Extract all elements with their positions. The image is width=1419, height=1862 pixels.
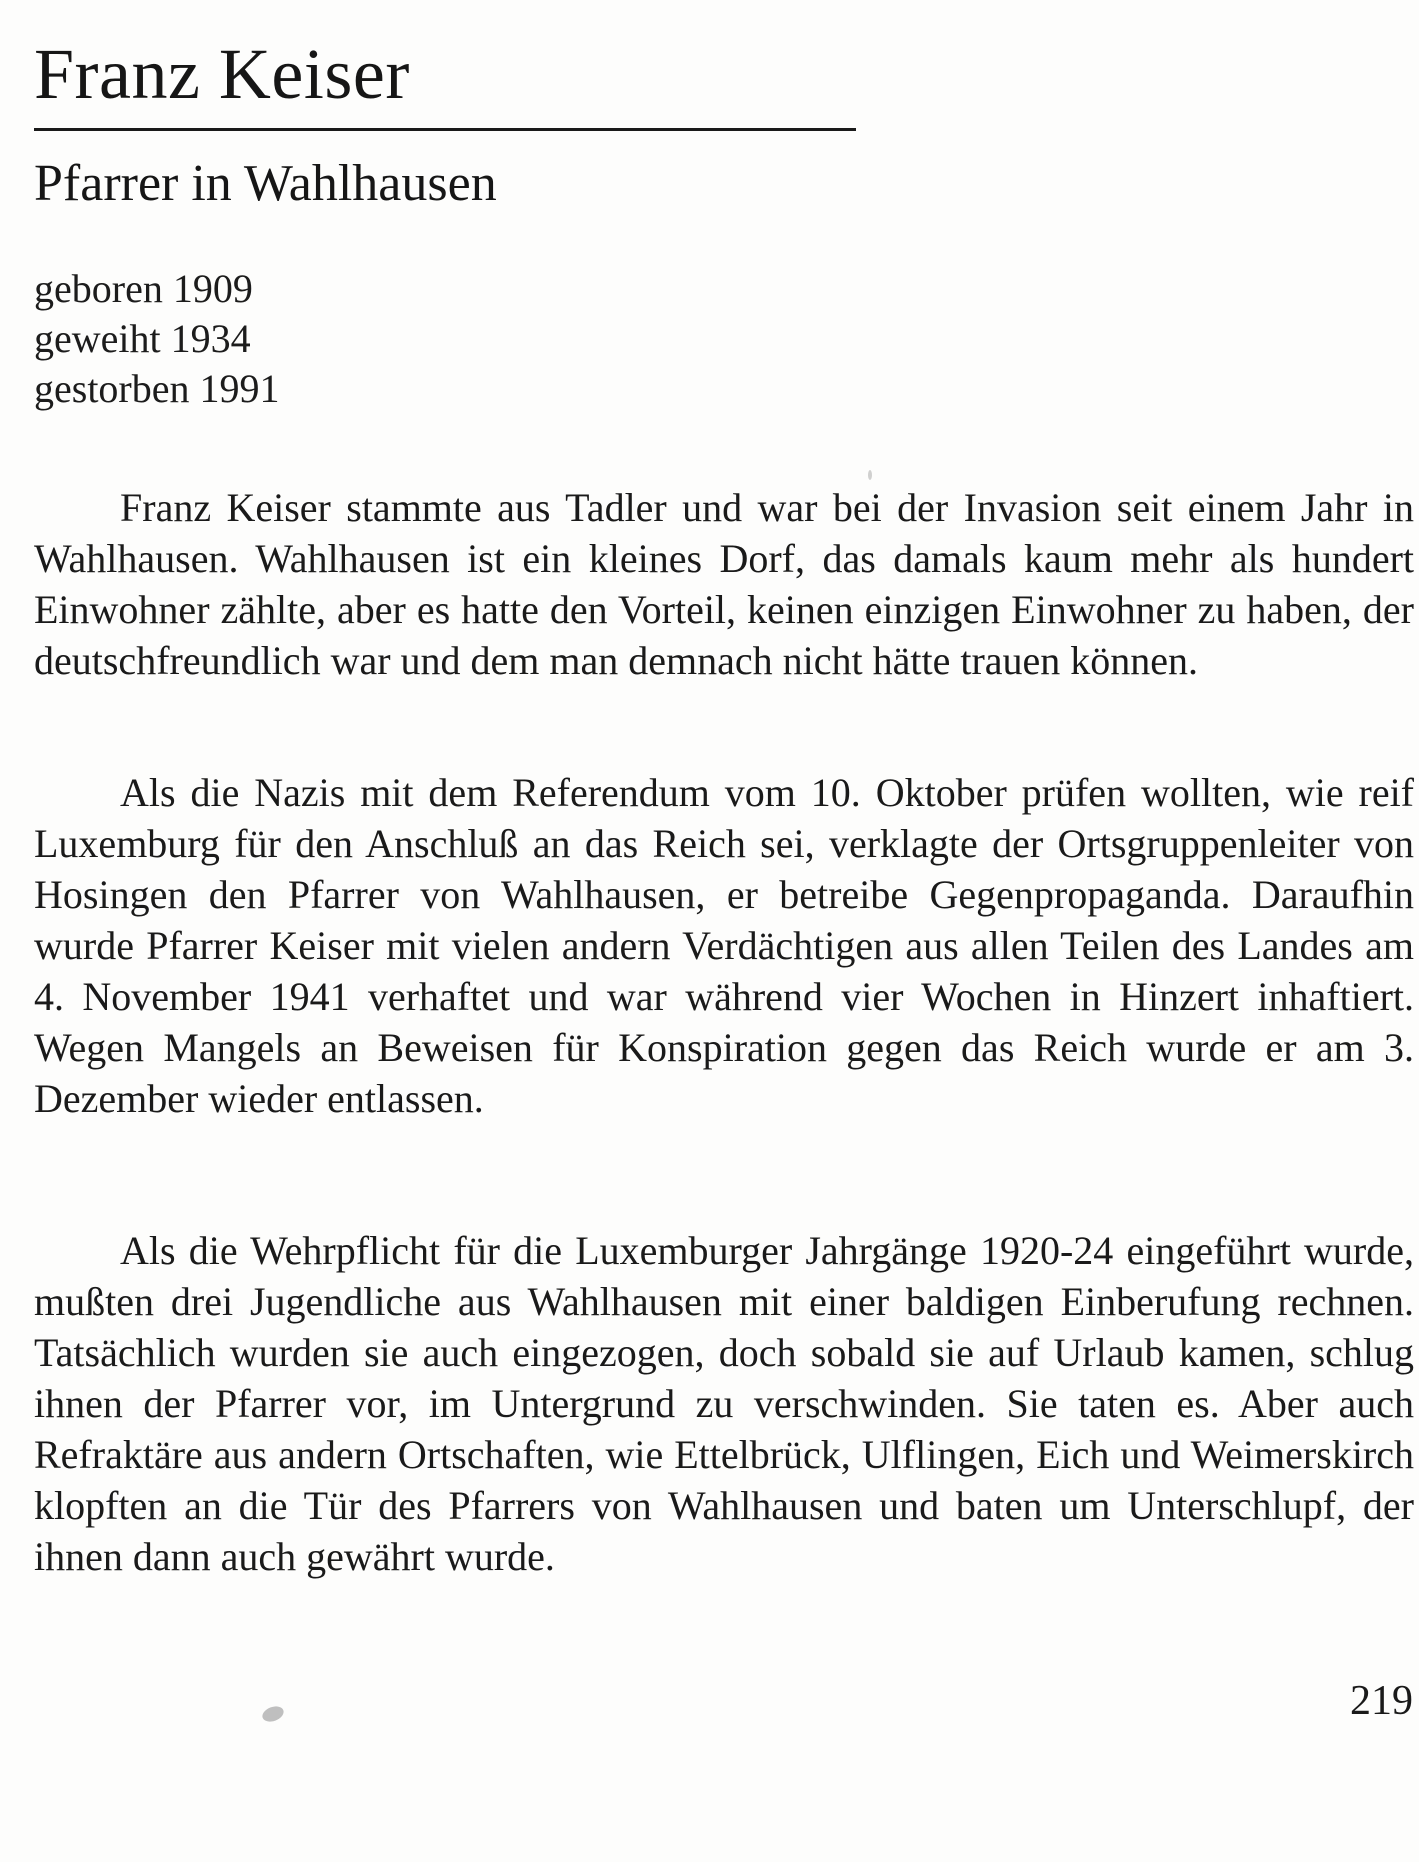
title-rule [34,128,856,131]
biographical-dates [34,264,280,414]
page-subtitle: Pfarrer in Wahlhausen [34,155,497,212]
page-number: 219 [1350,1678,1413,1724]
scan-speck [260,1704,285,1725]
body-paragraph: Franz Keiser stammte aus Tadler und war bei der Invasion seit einem Jahr in Wahlhausen. Wahlhausen ist ein kleines Dorf, das damals kaum mehr als hundert Einwohner zählte, aber es hatte den Vorteil, keinen einzigen Einwohner zu haben, der deutschfreundlich war und dem man demnach nicht hätte trauen können. [34,485,1414,683]
death-year: gestorben 1991 [34,366,280,411]
page-title: Franz Keiser [34,34,410,114]
ordination-year: geweiht 1934 [34,316,251,361]
scan-speck [868,470,872,480]
body-paragraph: Als die Wehrpflicht für die Luxemburger Jahrgänge 1920-24 eingeführt wurde, mußten drei Jugendliche aus Wahlhausen mit einer baldigen Einberufung rechnen. Tatsächlich wurden sie auch eingezogen, doch sobald sie auf Urlaub kamen, schlug ihnen der Pfarrer vor, im Untergrund zu verschwinden. Sie taten es. Aber auch Refraktäre aus andern Ortschaften, wie Ettelbrück, Ulflingen, Eich und Weimerskirch klopften an die Tür des Pfarrers von Wahlhausen und baten um Unterschlupf, der ihnen dann auch gewährt wurde. [34,1228,1414,1579]
birth-year: geboren 1909 [34,266,253,311]
body-paragraph: Als die Nazis mit dem Referendum vom 10. Oktober prüfen wollten, wie reif Luxemburg für den Anschluß an das Reich sei, verklagte der Ortsgruppenleiter von Hosingen den Pfarrer von Wahlhausen, er betreibe Gegenpropaganda. Daraufhin wurde Pfarrer Keiser mit vielen andern Verdächtigen aus allen Teilen des Landes am 4. November 1941 verhaftet und war während vier Wochen in Hinzert inhaftiert. Wegen Mangels an Beweisen für Konspiration gegen das Reich wurde er am 3. Dezember wieder entlassen. [34,770,1414,1121]
